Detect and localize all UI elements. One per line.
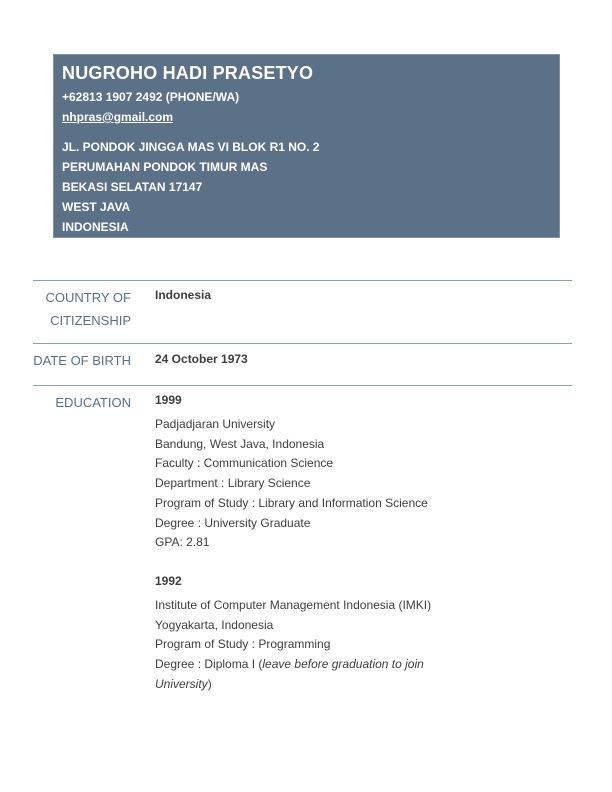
address-block xyxy=(62,137,550,237)
address-line: WEST JAVA xyxy=(62,200,131,214)
citizenship-label-line: CITIZENSHIP xyxy=(50,313,131,328)
citizenship-value: Indonesia xyxy=(155,288,212,302)
education-line: Institute of Computer Management Indonesia (IMKI) xyxy=(155,597,432,612)
address-line: BEKASI SELATAN 17147 xyxy=(62,180,203,194)
degree-note: leave before graduation to join University xyxy=(155,657,424,691)
education-list xyxy=(155,391,555,694)
education-line: Bandung, West Java, Indonesia xyxy=(155,436,325,451)
section-divider xyxy=(33,343,572,344)
education-line: Program of Study : Programming xyxy=(155,637,331,652)
degree-suffix: ) xyxy=(207,676,212,691)
education-line: Department : Library Science xyxy=(155,476,311,491)
phone-number: +62813 1907 2492 (PHONE/WA) xyxy=(62,90,240,104)
applicant-name: NUGROHO HADI PRASETYO xyxy=(62,63,314,83)
education-line: Yogyakarta, Indonesia xyxy=(155,617,274,632)
address-line: JL. PONDOK JINGGA MAS VI BLOK R1 NO. 2 xyxy=(62,140,320,154)
education-year: 1999 xyxy=(155,393,182,407)
address-line: INDONESIA xyxy=(62,220,129,234)
education-line: Faculty : Communication Science xyxy=(155,456,334,471)
section-divider xyxy=(33,280,572,281)
birth-value: 24 October 1973 xyxy=(155,352,248,366)
education-line: GPA: 2.81 xyxy=(155,535,210,550)
education-line: Degree : University Graduate xyxy=(155,515,311,530)
degree-prefix: Degree : Diploma I ( xyxy=(155,657,263,672)
birth-label: DATE OF BIRTH xyxy=(33,353,131,368)
education-label: EDUCATION xyxy=(55,395,131,410)
education-year: 1992 xyxy=(155,573,182,588)
education-degree xyxy=(155,655,455,694)
citizenship-label-line: COUNTRY OF xyxy=(45,290,131,305)
section-divider xyxy=(33,385,572,386)
contact-header xyxy=(53,54,560,238)
education-line: Padjadjaran University xyxy=(155,417,276,431)
education-line: Program of Study : Library and Information Science xyxy=(155,495,428,510)
education-entry xyxy=(155,572,555,695)
email-link[interactable]: nhpras@gmail.com xyxy=(62,110,174,124)
citizenship-label xyxy=(20,286,131,332)
education-entry xyxy=(155,391,555,553)
address-line: PERUMAHAN PONDOK TIMUR MAS xyxy=(62,160,268,174)
